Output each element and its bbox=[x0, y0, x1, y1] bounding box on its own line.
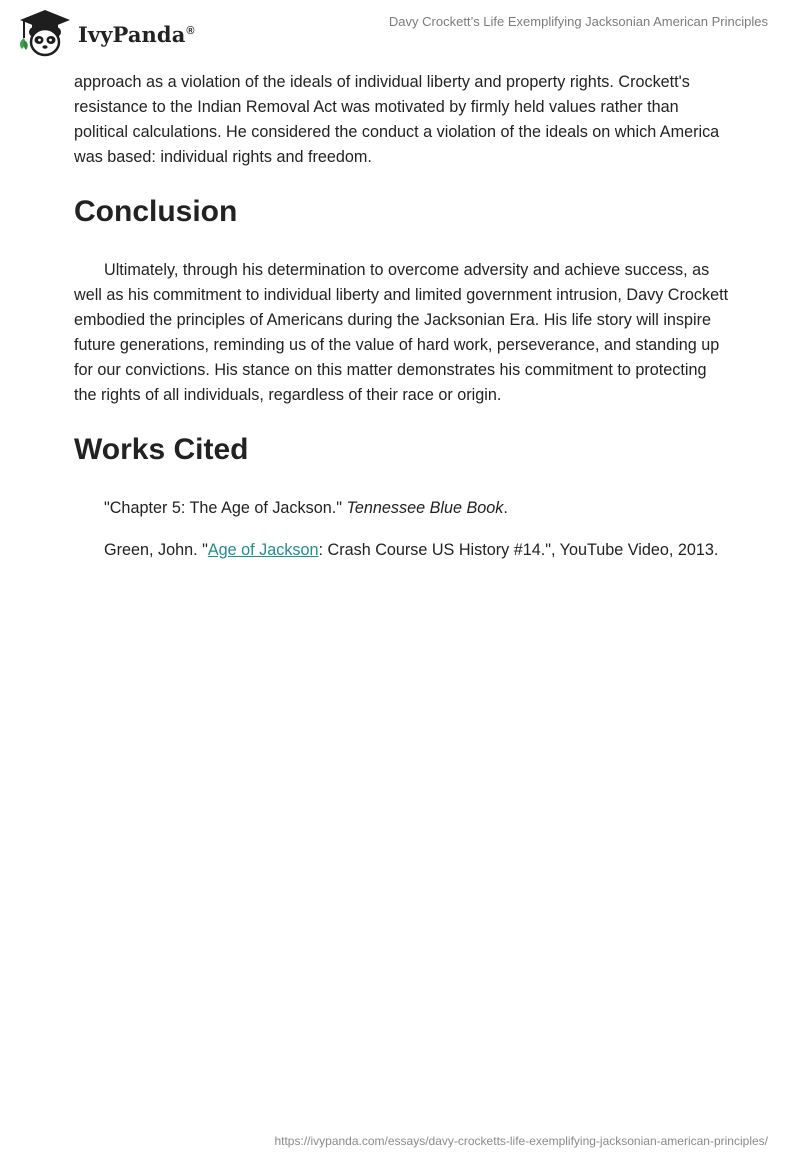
conclusion-paragraph: Ultimately, through his determination to overcome adversity and achieve success, as well as his commitment to individual liberty and limited government intrusion, Davy Crockett embodied the principles of Americans during the Jacksonian Era. His life story will inspire future generations, reminding us of the value of hard work, perseverance, and standing up for our convictions. His stance on this matter demonstrates his commitment to protecting the rights of all individuals, regardless of their race or origin. bbox=[74, 261, 729, 404]
ivypanda-logo[interactable] bbox=[14, 8, 195, 58]
running-title: Davy Crockett’s Life Exemplifying Jacksonian American Principles bbox=[388, 14, 768, 29]
panda-graduate-icon bbox=[14, 8, 76, 58]
citation-link[interactable]: Age of Jackson bbox=[207, 541, 319, 559]
intro-paragraph: approach as a violation of the ideals of individual liberty and property rights. Crockett's resistance to the Indian Removal Act was motivated by firmly held values rather than political calculations. He considered the conduct a violation of the ideals on which America was based: individual rights and freedom. bbox=[74, 73, 720, 166]
citation-item: "Chapter 5: The Age of Jackson." Tennessee Blue Book. bbox=[104, 499, 508, 517]
citation-source-title: Tennessee Blue Book bbox=[346, 499, 504, 517]
citation-item: Green, John. "Age of Jackson: Crash Course US History #14.", YouTube Video, 2013. bbox=[104, 541, 719, 559]
brand-name: IvyPanda® bbox=[78, 21, 195, 47]
footer-url: https://ivypanda.com/essays/davy-crocketts-life-exemplifying-jacksonian-american-principles/ bbox=[274, 1134, 768, 1148]
essay-content bbox=[74, 70, 730, 580]
works-cited-heading: Works Cited bbox=[74, 433, 249, 466]
conclusion-heading: Conclusion bbox=[74, 195, 238, 228]
page-header bbox=[0, 0, 800, 64]
